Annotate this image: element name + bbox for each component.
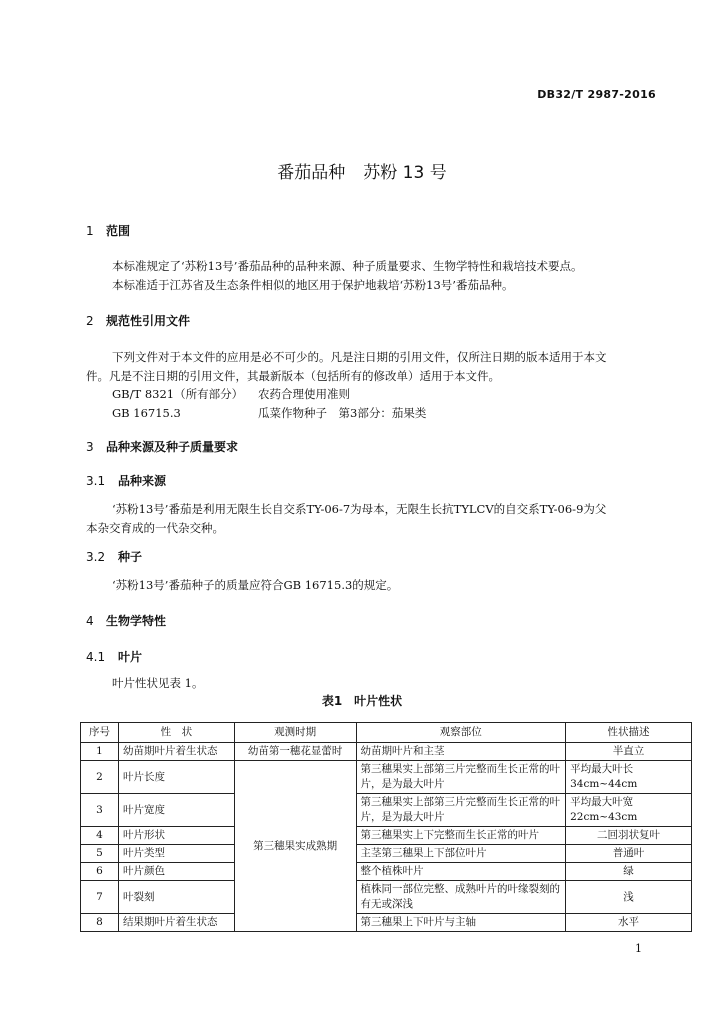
section-1-number: 1 — [86, 224, 94, 238]
table-row — [81, 743, 692, 761]
table-row — [81, 914, 692, 932]
table-row — [81, 761, 692, 794]
cell-no: 2 — [81, 761, 119, 794]
cell-no: 3 — [81, 794, 119, 827]
cell-part: 第三穗果上下叶片与主轴 — [356, 914, 566, 932]
cell-part: 幼苗期叶片和主茎 — [356, 743, 566, 761]
cell-part: 植株同一部位完整、成熟叶片的叶缘裂刻的有无或深浅 — [356, 881, 566, 914]
section-2-title: 规范性引用文件 — [106, 314, 191, 328]
section-3-2-title: 种子 — [118, 550, 143, 564]
table-row — [81, 881, 692, 914]
table-row — [81, 794, 692, 827]
cell-no: 8 — [81, 914, 119, 932]
section-4-title: 生物学特性 — [106, 614, 167, 628]
table-caption: 表1 叶片性状 — [321, 694, 403, 708]
leaf-traits-table — [80, 722, 692, 932]
page-number: 1 — [635, 942, 642, 955]
section-3-1-title: 品种来源 — [118, 474, 167, 488]
cell-part: 第三穗果实上部第三片完整而生长正常的叶片，是为最大叶片 — [356, 761, 566, 794]
section-4-1-text: 叶片性状见表 1。 — [112, 676, 204, 690]
cell-trait: 叶裂刻 — [118, 881, 234, 914]
cell-trait: 叶片形状 — [118, 827, 234, 845]
cell-desc: 半直立 — [566, 743, 692, 761]
section-4-number: 4 — [86, 614, 94, 628]
table-row — [81, 845, 692, 863]
header-no: 序号 — [81, 723, 119, 743]
cell-trait: 幼苗期叶片着生状态 — [118, 743, 234, 761]
cell-desc: 二回羽状复叶 — [566, 827, 692, 845]
reference-code: GB/T 8321（所有部分） — [112, 387, 244, 401]
section-3-1-line-1: ‘苏粉13号’番茄是利用无限生长自交系TY-06-7为母本，无限生长抗TYLCV的自交系TY-06-9为父 — [112, 502, 607, 516]
cell-desc: 平均最大叶长34cm~44cm — [566, 761, 692, 794]
cell-no: 5 — [81, 845, 119, 863]
cell-desc: 浅 — [566, 881, 692, 914]
reference-title: 农药合理使用准则 — [258, 387, 350, 401]
section-1-title: 范围 — [106, 224, 131, 238]
section-1-para-2: 本标准适于江苏省及生态条件相似的地区用于保护地栽培‘苏粉13号’番茄品种。 — [112, 278, 514, 292]
section-4-1-number: 4.1 — [86, 650, 106, 664]
cell-no: 4 — [81, 827, 119, 845]
title-part1: 番茄品种 — [277, 163, 346, 183]
section-3-1-heading — [86, 472, 166, 489]
cell-desc: 普通叶 — [566, 845, 692, 863]
section-4-1-title: 叶片 — [118, 650, 143, 664]
table-header-row — [81, 723, 692, 743]
cell-trait: 叶片颜色 — [118, 863, 234, 881]
section-3-title: 品种来源及种子质量要求 — [106, 440, 239, 454]
section-3-1-number: 3.1 — [86, 474, 106, 488]
header-part: 观察部位 — [356, 723, 566, 743]
cell-part: 第三穗果实上下完整而生长正常的叶片 — [356, 827, 566, 845]
cell-trait: 结果期叶片着生状态 — [118, 914, 234, 932]
reference-item — [112, 405, 426, 421]
section-3-heading — [86, 438, 238, 455]
section-1-heading — [86, 222, 130, 239]
section-1-para-1: 本标准规定了‘苏粉13号’番茄品种的品种来源、种子质量要求、生物学特性和栽培技术要点。 — [112, 259, 583, 273]
reference-code: GB 16715.3 — [112, 406, 181, 420]
document-title — [0, 158, 724, 183]
table-row — [81, 827, 692, 845]
cell-part: 第三穗果实上部第三片完整而生长正常的叶片，是为最大叶片 — [356, 794, 566, 827]
cell-stage-merged: 第三穗果实成熟期 — [234, 761, 356, 932]
reference-item — [112, 386, 350, 402]
cell-part: 整个植株叶片 — [356, 863, 566, 881]
title-part2: 苏粉 13 号 — [363, 163, 447, 183]
section-3-2-number: 3.2 — [86, 550, 106, 564]
section-3-1-line-2: 本杂交育成的一代杂交种。 — [86, 521, 224, 535]
section-2-para-line-1: 下列文件对于本文件的应用是必不可少的。凡是注日期的引用文件，仅所注日期的版本适用于本文 — [112, 350, 607, 364]
standard-code: DB32/T 2987-2016 — [537, 88, 656, 101]
cell-no: 6 — [81, 863, 119, 881]
cell-trait: 叶片类型 — [118, 845, 234, 863]
cell-desc: 绿 — [566, 863, 692, 881]
section-2-heading — [86, 312, 190, 329]
cell-part: 主茎第三穗果上下部位叶片 — [356, 845, 566, 863]
cell-desc: 水平 — [566, 914, 692, 932]
cell-desc: 平均最大叶宽22cm~43cm — [566, 794, 692, 827]
section-4-1-heading — [86, 648, 142, 665]
section-3-2-heading — [86, 548, 142, 565]
cell-no: 1 — [81, 743, 119, 761]
section-4-heading — [86, 612, 166, 629]
cell-trait: 叶片长度 — [118, 761, 234, 794]
cell-stage: 幼苗第一穗花显蕾时 — [234, 743, 356, 761]
reference-title: 瓜菜作物种子 第3部分：茄果类 — [258, 406, 427, 420]
section-2-para-line-2: 件。凡是不注日期的引用文件，其最新版本（包括所有的修改单）适用于本文件。 — [86, 369, 500, 383]
table-row — [81, 863, 692, 881]
cell-no: 7 — [81, 881, 119, 914]
header-trait: 性 状 — [118, 723, 234, 743]
header-desc: 性状描述 — [566, 723, 692, 743]
section-2-number: 2 — [86, 314, 94, 328]
section-3-number: 3 — [86, 440, 94, 454]
header-stage: 观测时期 — [234, 723, 356, 743]
section-3-2-text: ‘苏粉13号’番茄种子的质量应符合GB 16715.3的规定。 — [112, 578, 399, 592]
cell-trait: 叶片宽度 — [118, 794, 234, 827]
